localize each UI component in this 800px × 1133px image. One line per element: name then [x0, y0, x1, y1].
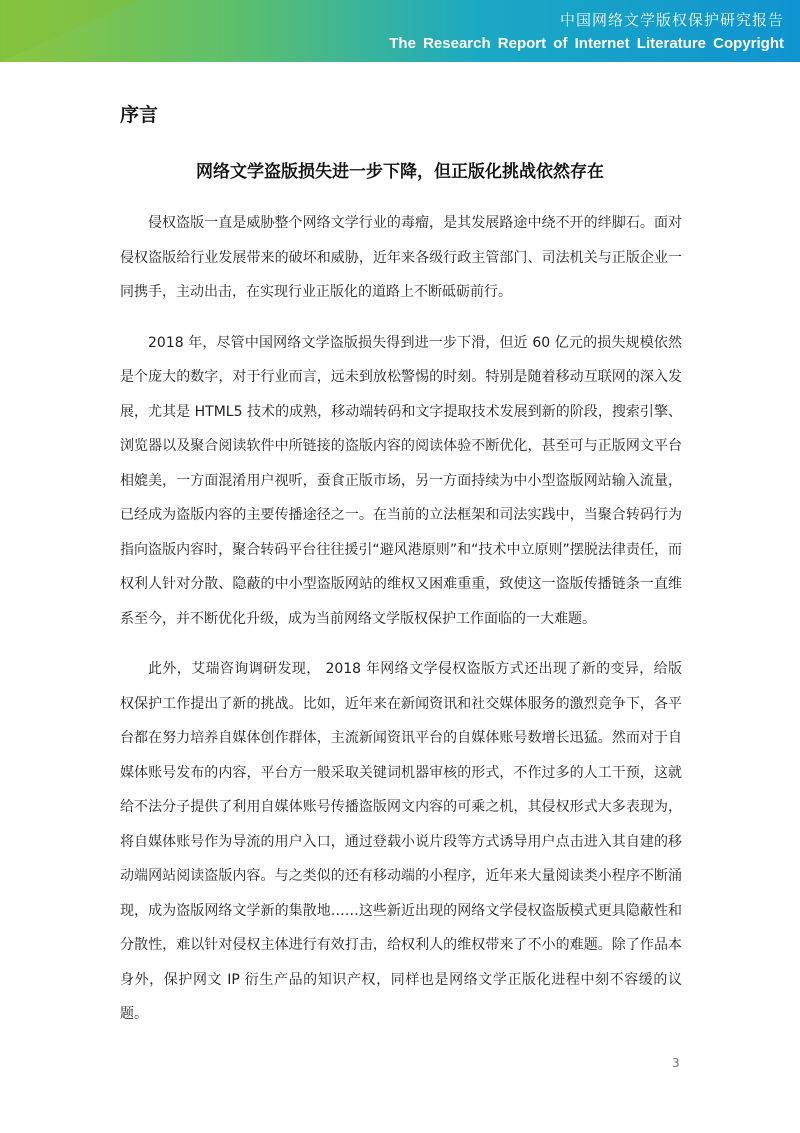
- paragraph-1: 侵权盗版一直是威胁整个网络文学行业的毒瘤，是其发展路途中绕不开的绊脚石。面对侵权盗版给行业发展带来的破坏和威胁，近年来各级行政主管部门、司法机关与正版企业一同携手，主动出击，在实现行业正版化的道路上不断砥砺前行。: [120, 215, 682, 300]
- page-title: 网络文学盗版损失进一步下降，但正版化挑战依然存在: [196, 162, 604, 182]
- paragraph-2: 2018 年，尽管中国网络文学盗版损失得到进一步下滑，但近 60 亿元的损失规模依然是个庞大的数字，对于行业而言，远未到放松警惕的时刻。特别是随着移动互联网的深入发展，尤其是 HTML5 技术的成熟，移动端转码和文字提取技术发展到新的阶段，搜索引擎、浏览器以及聚合阅读软件中所链接的盗版内容的阅读体验不断优化，甚至可与正版网文平台相媲美，一方面混淆用户视听，蚕食正版市场，另一方面持续为中小型盗版网站输入流量，已经成为盗版内容的主要传播途径之一。在当前的立法框架和司法实践中，当聚合转码行为指向盗版内容时，聚合转码平台往往援引“避风港原则”和“技术中立原则”摆脱法律责任，而权利人针对分散、隐蔽的中小型盗版网站的维权又困难重重，致使这一盗版传播链条一直维系至今，并不断优化升级，成为当前网络文学版权保护工作面临的一大难题。: [120, 334, 682, 627]
- header-title-cn: 中国网络文学版权保护研究报告: [559, 11, 784, 29]
- report-header: [0, 0, 800, 62]
- page-number: 3: [672, 1056, 680, 1070]
- paragraph-3: 此外，艾瑞咨询调研发现， 2018 年网络文学侵权盗版方式还出现了新的变异，给版权保护工作提出了新的挑战。比如，近年来在新闻资讯和社交媒体服务的激烈竞争下，各平台都在努力培养自媒体创作群体，主流新闻资讯平台的自媒体账号数增长迅猛。然而对于自媒体账号发布的内容，平台方一般采取关键词机器审核的形式，不作过多的人工干预，这就给不法分子提供了利用自媒体账号传播盗版网文内容的可乘之机，其侵权形式大多表现为，将自媒体账号作为导流的用户入口，通过登载小说片段等方式诱导用户点击进入其自建的移动端网站阅读盗版内容。与之类似的还有移动端的小程序，近年来大量阅读类小程序不断涌现，成为盗版网络文学新的集散地……这些新近出现的网络文学侵权盗版模式更具隐蔽性和分散性，难以针对侵权主体进行有效打击，给权利人的维权带来了不小的难题。除了作品本身外，保护网文 IP 衍生产品的知识产权，同样也是网络文学正版化进程中刻不容缓的议题。: [120, 661, 682, 1022]
- body-text: [120, 206, 682, 1048]
- header-title-en: The Research Report of Internet Literature Copyright: [389, 35, 784, 52]
- section-label: 序言: [120, 104, 159, 126]
- header-decoration: [0, 0, 140, 62]
